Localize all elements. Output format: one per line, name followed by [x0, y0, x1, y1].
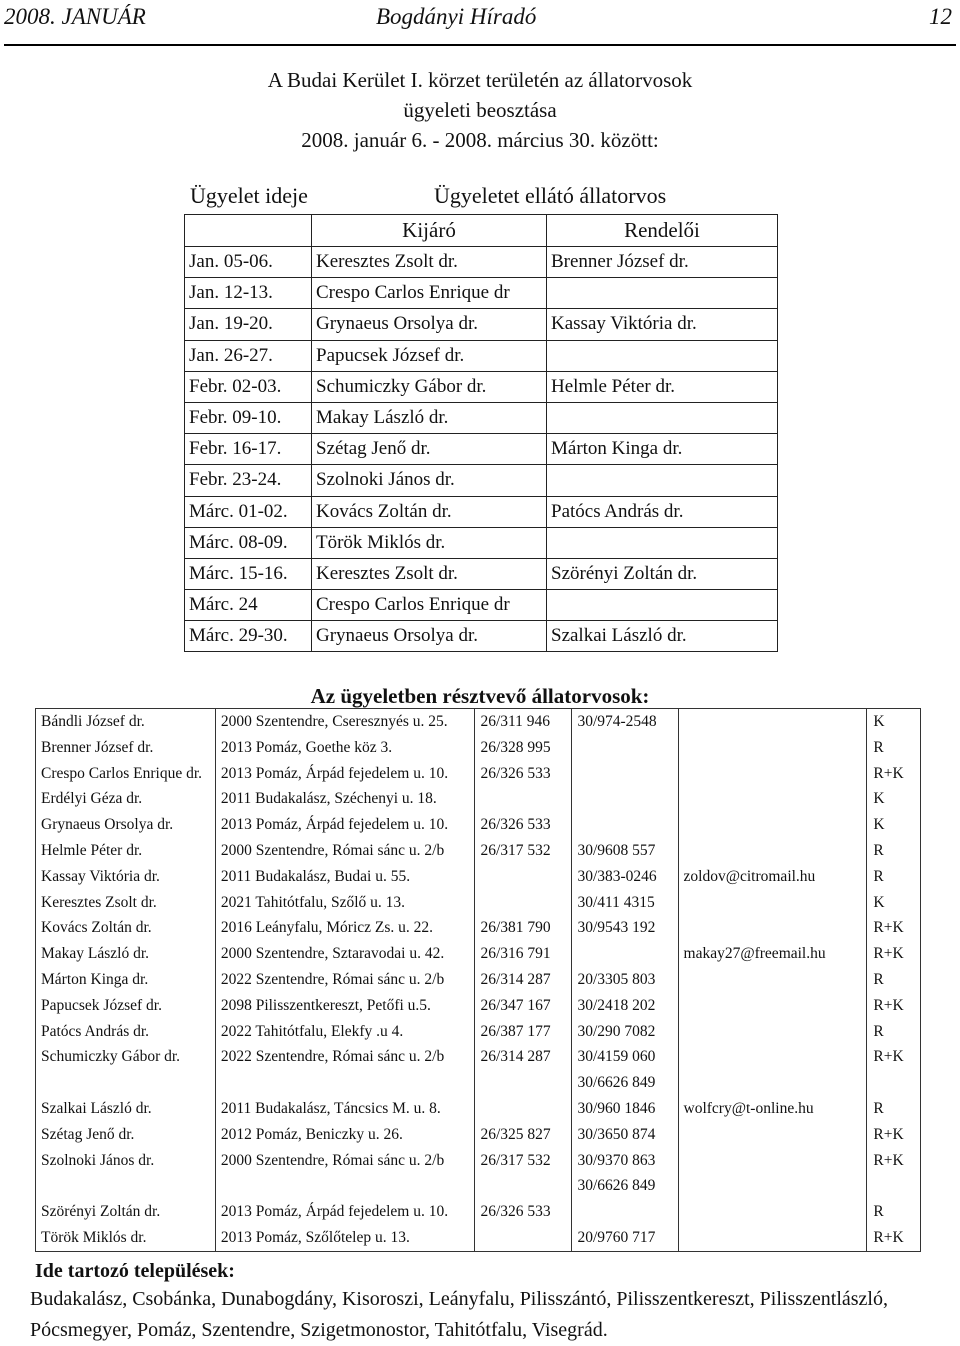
vet-email [678, 890, 867, 916]
vet-address: 2013 Pomáz, Árpád fejedelem u. 10. [215, 812, 475, 838]
schedule-date: Febr. 09-10. [185, 402, 312, 433]
schedule-row [185, 340, 778, 371]
vet-duty-type: R+K [867, 761, 921, 787]
schedule-rendeloi: Márton Kinga dr. [547, 434, 778, 465]
schedule-col-vet: Ügyeletet ellátó állatorvos [434, 183, 667, 208]
vet-row [36, 993, 921, 1019]
vet-duty-type: R [867, 967, 921, 993]
vet-phone-mobile-number: 30/2418 202 [577, 996, 656, 1014]
page-header [0, 0, 960, 48]
vet-email: makay27@freemail.hu [678, 941, 867, 967]
vet-phone-landline: 26/311 946 [475, 709, 572, 735]
vet-phone-mobile [572, 864, 678, 890]
vet-phone-mobile [572, 709, 678, 735]
vet-phone-mobile [572, 890, 678, 916]
schedule-row [185, 278, 778, 309]
vets-title: Az ügyeletben résztvevő állatorvosok: [310, 684, 650, 708]
vet-email [678, 735, 867, 761]
schedule-kijaro: Schumiczky Gábor dr. [312, 371, 547, 402]
schedule-row [185, 371, 778, 402]
vet-phone-mobile-number [577, 812, 672, 838]
schedule-date: Febr. 02-03. [185, 371, 312, 402]
vet-phone-landline: 26/387 177 [475, 1019, 572, 1045]
vet-row [36, 812, 921, 838]
vet-phone-mobile-number: 30/383-0246 [577, 867, 657, 885]
vet-row [36, 786, 921, 812]
vet-address: 2013 Pomáz, Árpád fejedelem u. 10. [215, 1199, 475, 1225]
vet-phone-mobile-number [577, 941, 672, 967]
vet-email [678, 967, 867, 993]
vet-row [36, 890, 921, 916]
vet-row [36, 1199, 921, 1225]
vet-email [678, 1019, 867, 1045]
vet-name: Schumiczky Gábor dr. [36, 1044, 216, 1096]
vet-email [678, 993, 867, 1019]
intro-line-3: 2008. január 6. - 2008. március 30. között: [301, 128, 659, 152]
vet-name: Márton Kinga dr. [36, 967, 216, 993]
vet-phone-mobile-number: 30/4159 060 [577, 1048, 656, 1066]
vet-address: 2013 Pomáz, Goethe köz 3. [215, 735, 475, 761]
schedule-kijaro: Keresztes Zsolt dr. [312, 247, 547, 278]
vet-phone-mobile [572, 1044, 678, 1096]
schedule-date: Jan. 12-13. [185, 278, 312, 309]
vet-phone-mobile-number: 30/9370 863 [577, 1151, 656, 1169]
schedule-row [185, 465, 778, 496]
vet-phone-landline: 26/326 533 [475, 812, 572, 838]
vet-phone-mobile-number [577, 735, 672, 761]
schedule-kijaro: Grynaeus Orsolya dr. [312, 309, 547, 340]
schedule-date: Febr. 16-17. [185, 434, 312, 465]
vet-phone-landline: 26/314 287 [475, 967, 572, 993]
vet-name: Helmle Péter dr. [36, 838, 216, 864]
header-publication: Bogdányi Híradó [376, 4, 537, 29]
vet-phone-landline: 26/316 791 [475, 941, 572, 967]
vet-duty-type: R+K [867, 993, 921, 1019]
vet-row [36, 1122, 921, 1148]
vet-address: 2013 Pomáz, Árpád fejedelem u. 10. [215, 761, 475, 787]
vet-phone-landline: 26/381 790 [475, 915, 572, 941]
vet-duty-type: R [867, 838, 921, 864]
vet-phone-landline: 26/314 287 [475, 1044, 572, 1096]
vet-row [36, 864, 921, 890]
schedule-rendeloi: Szörényi Zoltán dr. [547, 558, 778, 589]
schedule-row [185, 558, 778, 589]
intro-line-1: A Budai Kerület I. körzet területén az állatorvosok [267, 68, 693, 92]
schedule-kijaro: Crespo Carlos Enrique dr [312, 590, 547, 621]
vet-name: Crespo Carlos Enrique dr. [36, 761, 216, 787]
vet-email: wolfcry@t-online.hu [678, 1096, 867, 1122]
vet-name: Patócs András dr. [36, 1019, 216, 1045]
vet-phone-mobile [572, 1225, 678, 1251]
vet-phone-mobile [572, 915, 678, 941]
vet-email [678, 761, 867, 787]
vet-duty-type: K [867, 890, 921, 916]
schedule-rendeloi [547, 465, 778, 496]
schedule-date: Jan. 26-27. [185, 340, 312, 371]
vet-phone-mobile-number: 30/9608 557 [577, 841, 656, 859]
vet-row [36, 709, 921, 735]
schedule-rendeloi [547, 527, 778, 558]
vet-phone-mobile-number [577, 761, 672, 787]
schedule-rendeloi: Helmle Péter dr. [547, 371, 778, 402]
vet-address: 2016 Leányfalu, Móricz Zs. u. 22. [215, 915, 475, 941]
vet-row [36, 735, 921, 761]
vet-name: Erdélyi Géza dr. [36, 786, 216, 812]
vet-phone-mobile [572, 812, 678, 838]
vet-address: 2000 Szentendre, Sztaravodai u. 42. [215, 941, 475, 967]
schedule-col-time: Ügyelet ideje [190, 183, 308, 208]
schedule-subheader-row [185, 215, 778, 247]
vet-email [678, 1225, 867, 1251]
schedule-kijaro: Kovács Zoltán dr. [312, 496, 547, 527]
vet-email [678, 786, 867, 812]
schedule-row [185, 496, 778, 527]
vet-duty-type: R+K [867, 1122, 921, 1148]
vet-phone-mobile [572, 1096, 678, 1122]
header-rule [4, 44, 956, 46]
vet-name: Török Miklós dr. [36, 1225, 216, 1251]
vet-phone-mobile-number [577, 786, 672, 812]
footer-heading: Ide tartozó települések: [35, 1260, 235, 1282]
vet-phone-landline: 26/328 995 [475, 735, 572, 761]
schedule-date: Márc. 24 [185, 590, 312, 621]
vet-address: 2011 Budakalász, Budai u. 55. [215, 864, 475, 890]
vet-address: 2000 Szentendre, Római sánc u. 2/b [215, 1148, 475, 1200]
header-page-number: 12 [929, 4, 952, 29]
schedule-date: Márc. 29-30. [185, 621, 312, 652]
vet-phone-mobile [572, 993, 678, 1019]
vet-name: Szétag Jenő dr. [36, 1122, 216, 1148]
schedule-date: Márc. 15-16. [185, 558, 312, 589]
vet-name: Szalkai László dr. [36, 1096, 216, 1122]
vet-address: 2011 Budakalász, Táncsics M. u. 8. [215, 1096, 475, 1122]
vet-duty-type: R [867, 735, 921, 761]
vet-duty-type: R [867, 1096, 921, 1122]
vet-email [678, 1122, 867, 1148]
vet-phone-mobile-number: 30/290 7082 [577, 1022, 656, 1040]
schedule-row [185, 590, 778, 621]
schedule-row [185, 434, 778, 465]
schedule-subheader-empty [185, 215, 312, 247]
vet-email [678, 709, 867, 735]
vet-name: Bándli József dr. [36, 709, 216, 735]
schedule-row [185, 309, 778, 340]
vet-duty-type: R+K [867, 1148, 921, 1200]
vet-phone-mobile [572, 1122, 678, 1148]
vet-row [36, 1148, 921, 1200]
vet-phone-mobile [572, 1019, 678, 1045]
vet-phone-mobile-number [577, 1199, 672, 1225]
vet-address: 2022 Tahitótfalu, Elekfy .u 4. [215, 1019, 475, 1045]
vet-email [678, 812, 867, 838]
schedule-date: Márc. 01-02. [185, 496, 312, 527]
vet-address: 2021 Tahitótfalu, Szőlő u. 13. [215, 890, 475, 916]
vet-phone-mobile [572, 786, 678, 812]
schedule-rendeloi [547, 402, 778, 433]
vet-address: 2022 Szentendre, Római sánc u. 2/b [215, 967, 475, 993]
vet-address: 2011 Budakalász, Széchenyi u. 18. [215, 786, 475, 812]
vet-phone-mobile-number: 20/9760 717 [577, 1228, 656, 1246]
vet-phone-landline [475, 864, 572, 890]
vet-duty-type: R [867, 1019, 921, 1045]
vet-phone-mobile [572, 1199, 678, 1225]
footer-settlements: Budakalász, Csobánka, Dunabogdány, Kisoroszi, Leányfalu, Pilisszántó, Pilisszentkereszt, Pilisszentlászló, Pócsmegyer, Pomáz, Szentendre, Szigetmonostor, Tahitótfalu, Visegrád. [30, 1288, 888, 1341]
vet-phone-landline: 26/347 167 [475, 993, 572, 1019]
vet-phone-mobile-number: 30/974-2548 [577, 713, 657, 730]
vet-row [36, 761, 921, 787]
vet-name: Szolnoki János dr. [36, 1148, 216, 1200]
vet-email [678, 1148, 867, 1200]
vet-name: Keresztes Zsolt dr. [36, 890, 216, 916]
vet-phone-landline [475, 1225, 572, 1251]
vet-duty-type: R+K [867, 941, 921, 967]
schedule-row [185, 402, 778, 433]
intro-line-2: ügyeleti beosztása [403, 98, 557, 122]
vet-phone-mobile-number: 30/6626 849 [577, 1074, 656, 1092]
vet-name: Papucsek József dr. [36, 993, 216, 1019]
schedule-kijaro: Szolnoki János dr. [312, 465, 547, 496]
schedule-table [184, 214, 778, 652]
schedule-kijaro: Makay László dr. [312, 402, 547, 433]
vet-phone-landline [475, 786, 572, 812]
schedule-rendeloi: Kassay Viktória dr. [547, 309, 778, 340]
schedule-rendeloi: Brenner József dr. [547, 247, 778, 278]
vet-duty-type: K [867, 786, 921, 812]
schedule-rendeloi [547, 340, 778, 371]
schedule-rendeloi: Patócs András dr. [547, 496, 778, 527]
schedule-date: Márc. 08-09. [185, 527, 312, 558]
vet-address: 2098 Pilisszentkereszt, Petőfi u.5. [215, 993, 475, 1019]
vet-email [678, 838, 867, 864]
schedule-kijaro: Keresztes Zsolt dr. [312, 558, 547, 589]
schedule-row [185, 621, 778, 652]
vet-name: Makay László dr. [36, 941, 216, 967]
vet-phone-mobile-number: 30/411 4315 [577, 893, 655, 911]
vet-phone-landline: 26/326 533 [475, 761, 572, 787]
vet-duty-type: R+K [867, 915, 921, 941]
vet-phone-mobile [572, 838, 678, 864]
schedule-rendeloi: Szalkai László dr. [547, 621, 778, 652]
vet-phone-mobile [572, 735, 678, 761]
vet-name: Kovács Zoltán dr. [36, 915, 216, 941]
vet-duty-type: R+K [867, 1044, 921, 1096]
schedule-rendeloi [547, 590, 778, 621]
vet-email: zoldov@citromail.hu [678, 864, 867, 890]
vet-row [36, 1019, 921, 1045]
vet-address: 2012 Pomáz, Beniczky u. 26. [215, 1122, 475, 1148]
vet-row [36, 1096, 921, 1122]
vet-phone-mobile [572, 761, 678, 787]
vet-duty-type: K [867, 709, 921, 735]
schedule-kijaro: Papucsek József dr. [312, 340, 547, 371]
vet-duty-type: R [867, 1199, 921, 1225]
schedule-subheader-kijaro: Kijáró [312, 215, 547, 247]
vet-duty-type: R+K [867, 1225, 921, 1251]
vet-name: Grynaeus Orsolya dr. [36, 812, 216, 838]
vet-row [36, 941, 921, 967]
schedule-kijaro: Grynaeus Orsolya dr. [312, 621, 547, 652]
vet-phone-landline [475, 890, 572, 916]
vet-row [36, 1044, 921, 1096]
vet-name: Kassay Viktória dr. [36, 864, 216, 890]
vet-phone-landline: 26/326 533 [475, 1199, 572, 1225]
schedule-date: Jan. 19-20. [185, 309, 312, 340]
vet-phone-landline: 26/325 827 [475, 1122, 572, 1148]
vet-phone-mobile-number: 30/6626 849 [577, 1177, 656, 1195]
schedule-kijaro: Török Miklós dr. [312, 527, 547, 558]
schedule-row [185, 247, 778, 278]
schedule-subheader-rendeloi: Rendelői [547, 215, 778, 247]
vets-table [35, 708, 921, 1252]
vet-email [678, 915, 867, 941]
vet-row [36, 915, 921, 941]
schedule-rendeloi [547, 278, 778, 309]
vet-phone-mobile [572, 941, 678, 967]
vet-name: Szörényi Zoltán dr. [36, 1199, 216, 1225]
schedule-date: Febr. 23-24. [185, 465, 312, 496]
vet-address: 2000 Szentendre, Római sánc u. 2/b [215, 838, 475, 864]
vet-phone-mobile-number: 30/9543 192 [577, 919, 656, 937]
vet-phone-landline [475, 1096, 572, 1122]
schedule-kijaro: Crespo Carlos Enrique dr [312, 278, 547, 309]
vet-email [678, 1044, 867, 1096]
vet-address: 2000 Szentendre, Cseresznyés u. 25. [215, 709, 475, 735]
vet-phone-landline: 26/317 532 [475, 838, 572, 864]
schedule-row [185, 527, 778, 558]
schedule-date: Jan. 05-06. [185, 247, 312, 278]
vet-name: Brenner József dr. [36, 735, 216, 761]
vet-duty-type: R [867, 864, 921, 890]
vet-duty-type: K [867, 812, 921, 838]
vet-phone-mobile-number: 30/3650 874 [577, 1125, 656, 1143]
vet-address: 2013 Pomáz, Szőlőtelep u. 13. [215, 1225, 475, 1251]
vet-phone-mobile [572, 1148, 678, 1200]
header-date: 2008. JANUÁR [4, 4, 146, 29]
vet-phone-mobile-number: 30/960 1846 [577, 1099, 656, 1117]
vet-row [36, 967, 921, 993]
vet-row [36, 1225, 921, 1251]
vet-phone-mobile [572, 967, 678, 993]
vet-address: 2022 Szentendre, Római sánc u. 2/b [215, 1044, 475, 1096]
vet-phone-mobile-number: 20/3305 803 [577, 970, 656, 988]
schedule-kijaro: Szétag Jenő dr. [312, 434, 547, 465]
vet-email [678, 1199, 867, 1225]
vet-phone-landline: 26/317 532 [475, 1148, 572, 1200]
vet-row [36, 838, 921, 864]
